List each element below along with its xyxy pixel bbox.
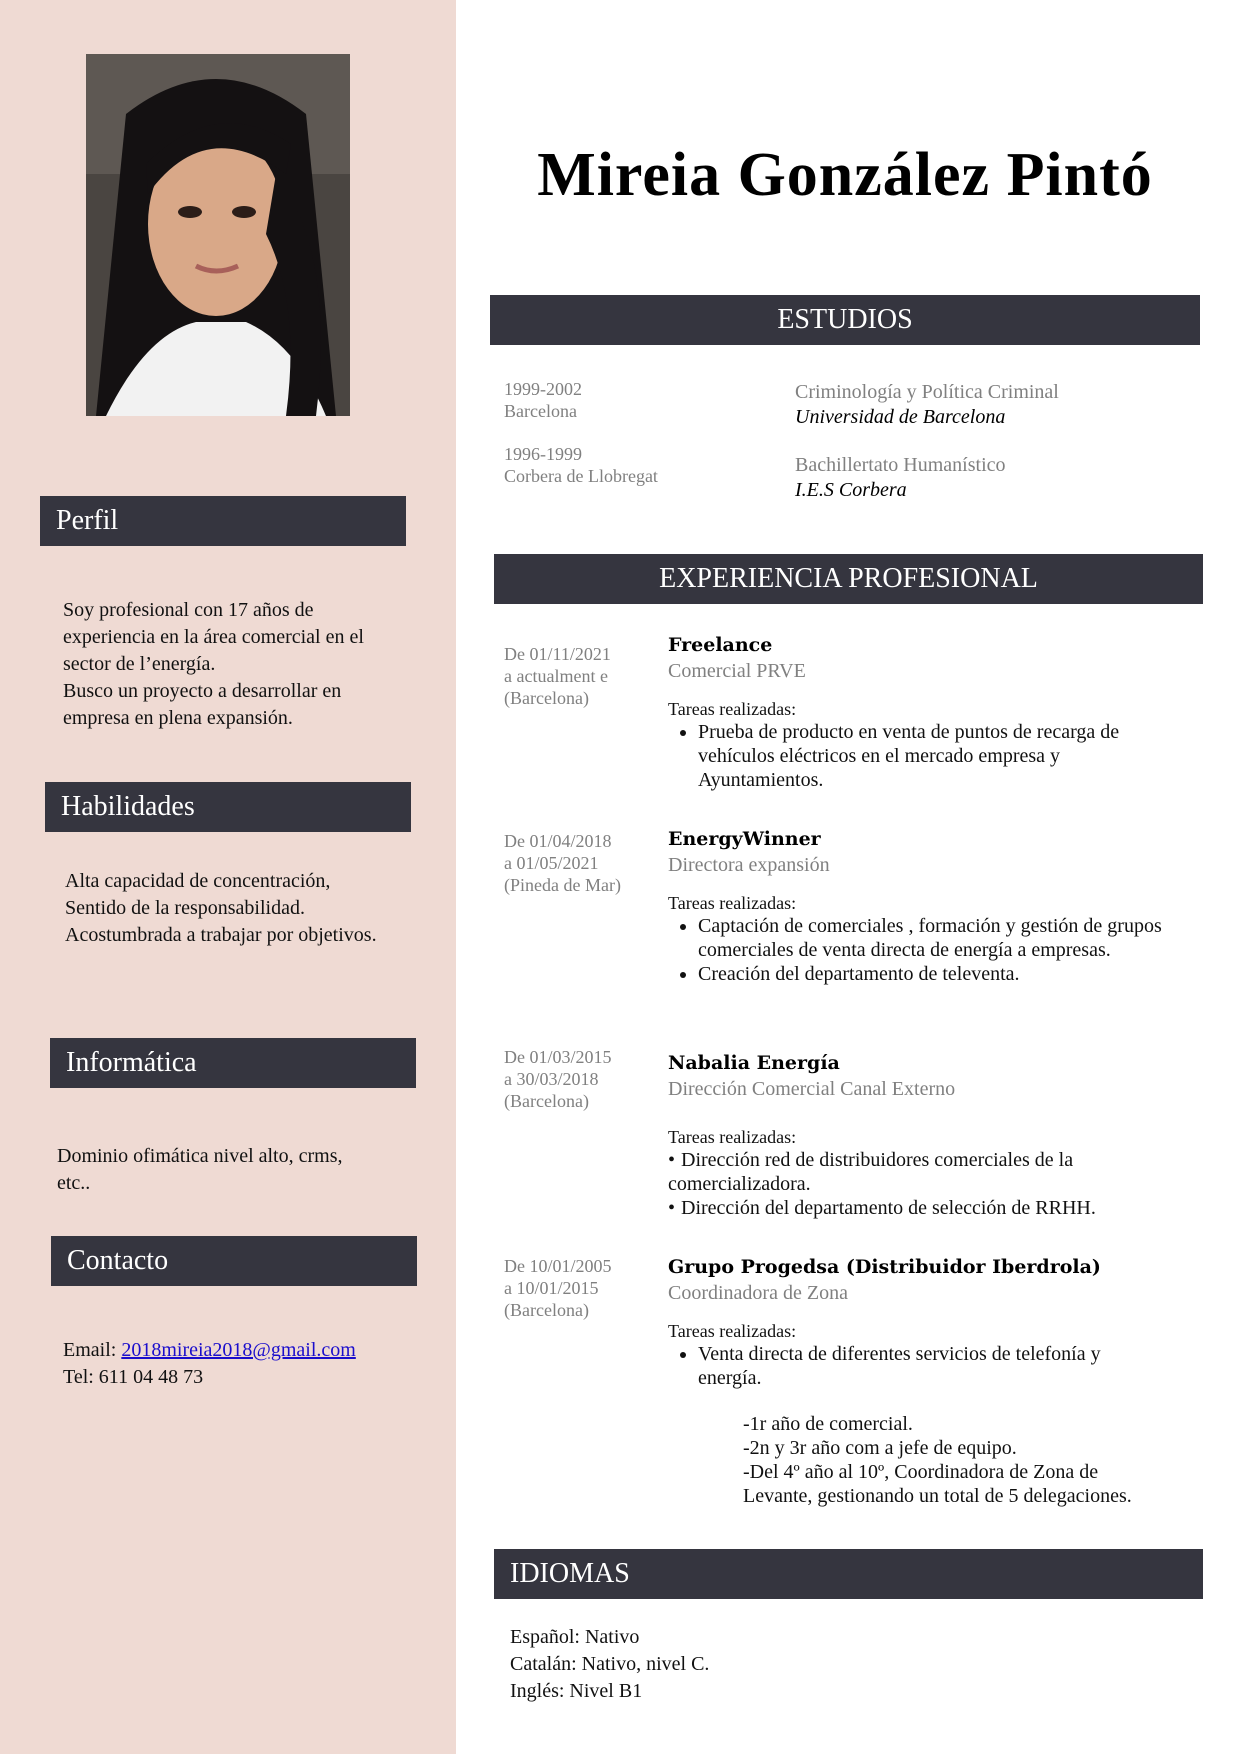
contacto-text (63, 1337, 356, 1391)
informatica-heading-label: Informática (66, 1047, 197, 1078)
edu-dates (504, 443, 658, 487)
task-list (668, 914, 1168, 986)
job-date-line: De 01/04/2018 (504, 831, 612, 851)
idioma-item: Español: Nativo (510, 1626, 640, 1648)
task-text: Dirección del departamento de selección de RRHH. (681, 1197, 1096, 1219)
task-list (668, 1342, 1168, 1390)
perfil-line: Busco un proyecto a desarrollar en (63, 680, 342, 702)
profile-photo (86, 54, 350, 416)
experiencia-heading-label: EXPERIENCIA PROFESIONAL (659, 563, 1038, 594)
edu-title: Criminología y Política Criminal (795, 381, 1059, 403)
job-date-line: (Barcelona) (504, 1300, 589, 1320)
habilidades-line: Alta capacidad de concentración, (65, 870, 331, 892)
email-label: Email: (63, 1339, 122, 1361)
job-company: EnergyWinner (668, 828, 821, 850)
job-dates (504, 1255, 612, 1321)
job-date-line: a 30/03/2018 (504, 1069, 599, 1089)
job-date-line: De 01/03/2015 (504, 1047, 612, 1067)
job-company: Grupo Progedsa (Distribuidor Iberdrola) (668, 1256, 1101, 1278)
task-item: • Dirección red de distribuidores comerciales de la (668, 1149, 1074, 1171)
task-text: comercializadora. (668, 1173, 811, 1195)
edu-school: I.E.S Corbera (795, 479, 907, 501)
job-company: Nabalia Energía (668, 1052, 840, 1074)
edu-dates (504, 378, 582, 422)
contact-email-line (63, 1337, 356, 1364)
edu-years: 1996-1999 (504, 444, 582, 464)
contacto-heading-label: Contacto (67, 1245, 169, 1276)
habilidades-text (65, 868, 377, 949)
informatica-text (57, 1143, 343, 1197)
edu-entry (795, 453, 1006, 503)
perfil-line: sector de l’energía. (63, 653, 216, 675)
edu-years: 1999-2002 (504, 379, 582, 399)
job-date-line: a 10/01/2015 (504, 1278, 599, 1298)
informatica-heading (50, 1038, 416, 1088)
job-role: Comercial PRVE (668, 660, 806, 682)
estudios-heading-label: ESTUDIOS (777, 304, 913, 335)
job-role: Directora expansión (668, 854, 830, 876)
informatica-line: etc.. (57, 1172, 91, 1194)
job-date-line: a actualment e (504, 666, 608, 686)
job-dates (504, 643, 611, 709)
perfil-heading-label: Perfil (56, 505, 119, 536)
estudios-heading (490, 295, 1200, 345)
edu-entry (795, 380, 1059, 430)
job-date-line: a 01/05/2021 (504, 853, 599, 873)
task-item: • Venta directa de diferentes servicios de telefonía y energía. (698, 1342, 1168, 1390)
edu-place: Corbera de Llobregat (504, 466, 658, 486)
habilidades-heading-label: Habilidades (61, 791, 195, 822)
job-date-line: (Pineda de Mar) (504, 875, 621, 895)
job-note: -1r año de comercial. (743, 1413, 913, 1435)
job-note: Levante, gestionando un total de 5 delegaciones. (743, 1485, 1132, 1507)
tasks-label: Tareas realizadas: (668, 1127, 797, 1147)
email-link[interactable]: 2018mireia2018@gmail.com (121, 1339, 356, 1361)
job-date-line: De 10/01/2005 (504, 1256, 612, 1276)
perfil-heading (40, 496, 406, 546)
job-date-line: (Barcelona) (504, 688, 589, 708)
job-entry (668, 826, 1168, 986)
job-date-line: (Barcelona) (504, 1091, 589, 1111)
task-item: • Prueba de producto en venta de puntos de recarga de vehículos eléctricos en el mercado empresa y Ayuntamientos. (698, 720, 1168, 792)
perfil-line: Soy profesional con 17 años de (63, 599, 314, 621)
idioma-item: Inglés: Nivel B1 (510, 1680, 643, 1702)
job-note: -2n y 3r año com a jefe de equipo. (743, 1437, 1017, 1459)
idioma-item: Catalán: Nativo, nivel C. (510, 1653, 710, 1675)
job-note: -Del 4º año al 10º, Coordinadora de Zona de (743, 1461, 1099, 1483)
job-notes (668, 1412, 1168, 1508)
job-role: Coordinadora de Zona (668, 1282, 848, 1304)
contacto-heading (51, 1236, 417, 1286)
habilidades-line: Sentido de la responsabilidad. (65, 897, 305, 919)
job-entry (668, 1050, 1168, 1220)
informatica-line: Dominio ofimática nivel alto, crms, (57, 1145, 343, 1167)
perfil-text (63, 597, 364, 732)
job-entry (668, 632, 1168, 792)
candidate-name: Mireia González Pintó (537, 141, 1153, 209)
task-item: • Creación del departamento de televenta. (698, 962, 1168, 986)
tasks-label: Tareas realizadas: (668, 699, 797, 719)
job-entry (668, 1254, 1168, 1508)
tasks-label: Tareas realizadas: (668, 893, 797, 913)
perfil-line: empresa en plena expansión. (63, 707, 293, 729)
task-item: • Dirección del departamento de selección de RRHH. (668, 1197, 1096, 1219)
tasks-label: Tareas realizadas: (668, 1321, 797, 1341)
habilidades-line: Acostumbrada a trabajar por objetivos. (65, 924, 377, 946)
idiomas-list (510, 1624, 709, 1705)
idiomas-heading-label: IDIOMAS (510, 1558, 630, 1589)
job-company: Freelance (668, 634, 773, 656)
job-date-line: De 01/11/2021 (504, 644, 611, 664)
perfil-line: experiencia en la área comercial en el (63, 626, 364, 648)
job-dates (504, 1046, 612, 1112)
contact-phone: Tel: 611 04 48 73 (63, 1366, 204, 1388)
task-list (668, 720, 1168, 792)
edu-title: Bachillertato Humanístico (795, 454, 1006, 476)
habilidades-heading (45, 782, 411, 832)
task-list (668, 1148, 1168, 1220)
edu-school: Universidad de Barcelona (795, 406, 1006, 428)
job-dates (504, 830, 621, 896)
task-text: Dirección red de distribuidores comerciales de la (681, 1149, 1074, 1171)
idiomas-heading (494, 1549, 1203, 1599)
job-role: Dirección Comercial Canal Externo (668, 1078, 956, 1100)
task-item: • Captación de comerciales , formación y gestión de grupos comerciales de venta directa de energía a empresas. (698, 914, 1168, 962)
experiencia-heading (494, 554, 1203, 604)
edu-place: Barcelona (504, 401, 577, 421)
